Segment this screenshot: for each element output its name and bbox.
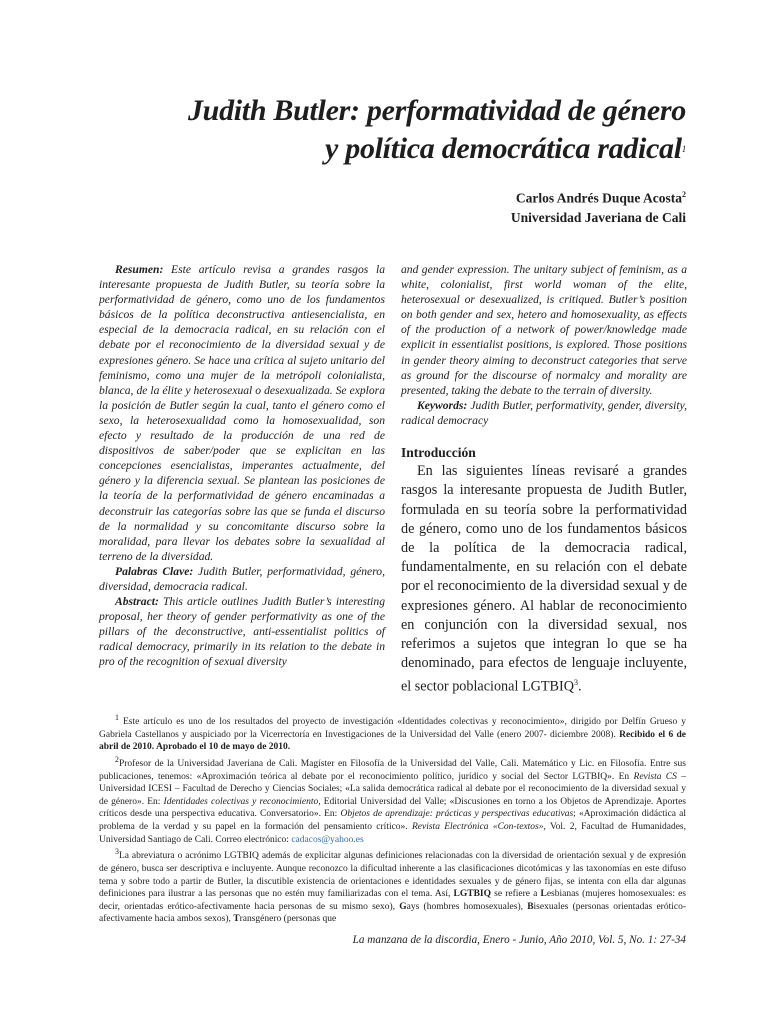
keywords-english: [401, 398, 687, 428]
footnote-2-book-1: Identidades colectivas y reconocimiento: [163, 796, 319, 807]
title-line-1: Judith Butler: performatividad de género: [187, 94, 686, 127]
footnote-3-letter-g: G: [399, 901, 407, 912]
footnote-1-text: Este artículo es uno de los resultados del proyecto de investigación «Identidades colectivas y reconocimiento», dirigido por Delfín Grueso y Gabriela Castellanos y auspiciado por la Vicerrectoría en Investigaciones de la Universidad del Valle (enero 2007- diciembre 2008).: [99, 717, 686, 740]
footnote-3-part-5: isexuales (personas orientadas erótico-afectivamente hacia ambos sexos),: [99, 901, 686, 925]
footnote-1-mark: 1: [115, 713, 119, 722]
footnote-3-mark: 3: [115, 847, 119, 857]
footnote-3-acronym: LGTBIQ: [453, 889, 492, 900]
author-email-link[interactable]: cadacos@yahoo.es: [291, 834, 364, 845]
abstract-en-text-left: This article outlines Judith Butler’s interesting proposal, her theory of gender performativity as one of the pillars of the deconstructive, anti-essentialist politics of radical democracy, primarily in its relation to the debate in pro of the recognition of sexual diversity: [99, 595, 385, 669]
introduction-end: .: [577, 679, 582, 696]
footnote-1-dates: Recibido el 6 de abril de 2010. Aprobado el 10 de mayo de 2010.: [99, 729, 686, 753]
footnote-2-part-3: , Editorial Universidad del Valle; «Discusiones en torno a los Objetos de Aprendizaje. Aportes críticos desde una perspectiva educativa. Conversatorio». En:: [99, 796, 686, 820]
keywords-en-label: Keywords:: [417, 398, 468, 412]
author-block: [511, 185, 686, 227]
keywords-es-text: Judith Butler, performatividad, género, diversidad, democracia radical.: [99, 564, 385, 593]
introduction-paragraph: [401, 462, 687, 697]
footnote-3-part-2: se refiere a: [491, 889, 541, 900]
keywords-es-label: Palabras Clave:: [115, 564, 194, 578]
footnote-3: [99, 846, 686, 926]
footnote-2-book-2: Objetos de aprendizaje: prácticas y perspectivas educativas: [340, 809, 574, 820]
footnote-2-part-5: , Vol. 2, Facultad de Humanidades, Universidad Santiago de Cali. Correo electrónico:: [99, 822, 686, 845]
footnote-2-part-1: Profesor de la Universidad Javeriana de Cali. Magíster en Filosofía de la Universidad del Valle, Cali. Matemático y Lic. en Filosofía. Entre sus publicaciones, tenemos: «Aproximación teórica al debate por el reconocimiento político, jurídico y social del Sector LGTBIQ». En: [99, 759, 686, 782]
keywords-spanish: [99, 564, 385, 594]
footnote-1: [99, 712, 686, 754]
footnote-2-journal-2: Revista Electrónica «Con-textos»: [411, 822, 544, 833]
footnote-2: [99, 754, 686, 846]
left-column: [99, 262, 385, 670]
abstract-es-text: Este artículo revisa a grandes rasgos la interesante propuesta de Judith Butler, su teoría sobre la performatividad de género, como uno de los fundamentos básicos de la política deconstructiva antiesencialista, en especial de la democracia radical, en su relación con el debate por el reconocimiento de la diversidad sexual y de expresiones género. Se hace una crítica al sujeto unitario del feminismo, como una mujer de la metrópoli colonialista, blanca, de la élite y heterosexual o desexualizada. Se explora la posición de Butler según la cual, tanto el género como el sexo, la heterosexualidad como la homosexualidad, son efecto y resultado de la producción de una red de dispositivos de saber/poder que se explicitan en las concepciones esencialistas, imperantes actualmente, del género y la diferencia sexual. Se plantean las posiciones de la teoría de la performatividad de género encaminadas a deconstruir las categorías sobre las que se funda el discurso de la normalidad y su concomitante discurso sobre la moralidad, para llevar los debates sobre la sexualidad al terreno de la diversidad.: [99, 263, 385, 563]
footnote-2-mark: 2: [115, 754, 119, 764]
abstract-spanish: [99, 262, 385, 564]
footnote-3-part-3: esbianas (mujeres homosexuales: es decir, orientadas erótico-afectivamente hacia personas de su mismo sexo),: [99, 889, 686, 912]
footnote-2-journal-1: Revista CS: [633, 771, 677, 782]
title-footnote-mark[interactable]: 1: [681, 144, 686, 154]
abstract-english-part-1: [99, 594, 385, 669]
footnote-3-part-1: La abreviatura o acrónimo LGTBIQ además de explicitar algunas definiciones relacionadas con la diversidad de orientación sexual y de expresión de género, busca ser descriptiva e incluyente. Aunque reconozco la dificultad inherente a las clasificaciones dicotómicas y las taxonomías en este difuso tema y sobre todo a partir de Butler, la discutible existencia de orientaciones e identidades sexuales y de género fijas, se intenta con ella dar algunas definiciones para ilustrar a las personas que no estén muy familiarizadas con el tema. Así,: [99, 851, 686, 900]
footnote-3-letter-l: L: [540, 889, 547, 900]
abstract-es-label: Resumen:: [115, 263, 164, 276]
author-name-line: [511, 185, 686, 208]
right-column: [401, 262, 687, 697]
title-line-2: [188, 130, 686, 168]
footnotes-section: [99, 712, 686, 926]
footnote-3-part-6: ransgénero (personas que: [239, 914, 337, 925]
author-footnote-mark[interactable]: 2: [682, 190, 686, 199]
footnote-3-letter-t: T: [233, 914, 240, 925]
footnote-2-part-4: ; «Aproximación didáctica al problema de la verdad y su papel en la formación del pensamiento crítico».: [99, 809, 686, 833]
footnote-3-part-4: ays (hombres homosexuales),: [406, 901, 528, 912]
keywords-en-text: Judith Butler, performativity, gender, diversity, radical democracy: [401, 398, 687, 427]
introduction-text: En las siguientes líneas revisaré a grandes rasgos la interesante propuesta de Judith Butler, formulada en su teoría sobre la performatividad de género, como uno de los fundamentos básicos de la política de la democracia radical, fundamentalmente, en su relación con el debate por el reconocimiento de la diversidad sexual y de expresiones género. Al hablar de reconocimiento en conjunción con la diversidad sexual, nos referimos a sujetos que integran lo que se ha denominado, para efectos de lenguaje incluyente, el sector poblacional LGTBIQ: [401, 463, 687, 696]
footnote-3-letter-b: B: [527, 901, 534, 912]
footnote-2-part-2: – Universidad ICESI – Facultad de Derecho y Ciencias Sociales; «La salida democrática radical al debate por el reconocimiento de la diversidad sexual y de género». En:: [99, 771, 686, 807]
abstract-english-part-2: and gender expression. The unitary subject of feminism, as a white, colonialist, first world woman of the elite, heterosexual or desexualized, is critiqued. Butler’s position on both gender and sex, hetero and homosexuality, as effects of the production of a network of power/knowledge made explicit in essentialist positions, is explored. Those positions in gender theory aiming to deconstruct categories that serve as ground for the discourse of normalcy and morality are presented, taking the debate to the terrain of diversity.: [401, 263, 687, 397]
title-line-2-text: y política democrática radical: [325, 132, 682, 165]
introduction-heading: Introducción: [401, 445, 476, 461]
journal-citation-footer: La manzana de la discordia, Enero - Junio, Año 2010, Vol. 5, No. 1: 27-34: [352, 934, 686, 946]
introduction-footnote-mark[interactable]: 3: [573, 678, 578, 688]
abstract-en-label: Abstract:: [115, 595, 159, 609]
author-affiliation: Universidad Javeriana de Cali: [510, 209, 686, 225]
article-title: [188, 92, 686, 168]
author-name: Carlos Andrés Duque Acosta: [515, 190, 682, 206]
